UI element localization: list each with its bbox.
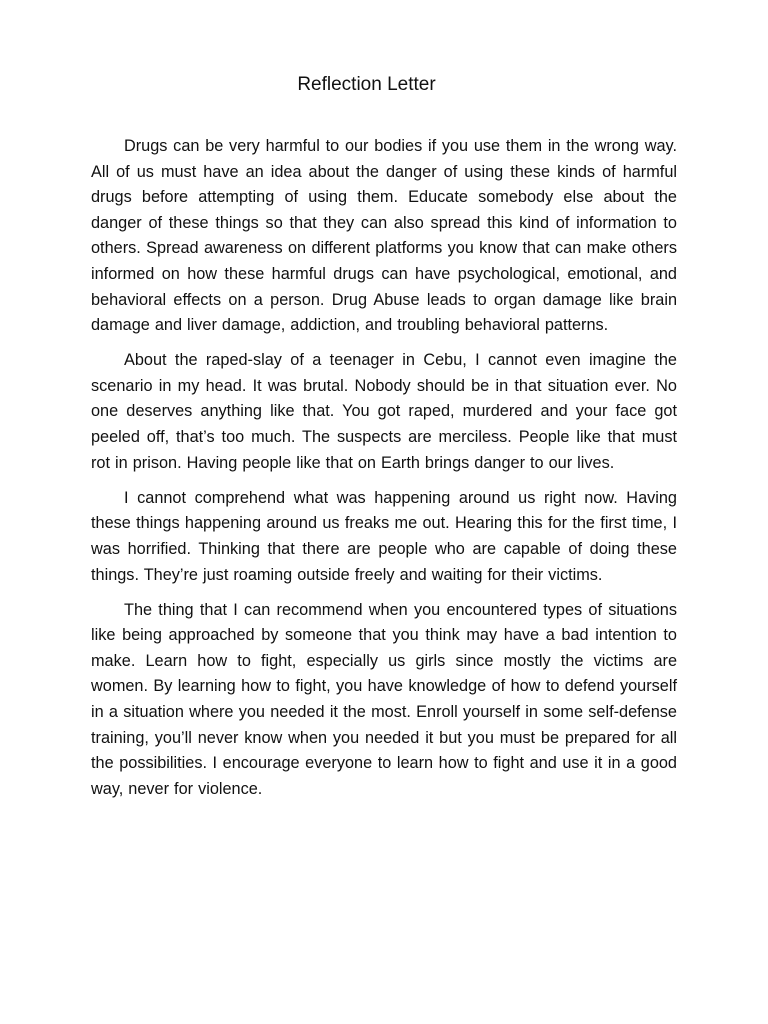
paragraph-reaction: I cannot comprehend what was happening around us right now. Having these things happening around us freaks me out. Hearing this for the first time, I was horrified. Thinking that there are people who are capable of doing these things. They’re just roaming outside freely and waiting for their victims. bbox=[91, 488, 677, 584]
document-title: Reflection Letter bbox=[297, 74, 436, 95]
paragraph-cebu-case: About the raped-slay of a teenager in Cebu, I cannot even imagine the scenario in my head. It was brutal. Nobody should be in that situation ever. No one deserves anything like that. You got raped, murdered and your face got peeled off, that’s too much. The suspects are merciless. People like that must rot in prison. Having people like that on Earth brings danger to our lives. bbox=[91, 351, 677, 472]
document-body bbox=[91, 134, 677, 812]
paragraph-recommendation: The thing that I can recommend when you encountered types of situations like being approached by someone that you think may have a bad intention to make. Learn how to fight, especially us girls since mostly the victims are women. By learning how to fight, you have knowledge of how to defend yourself in a situation where you needed it the most. Enroll yourself in some self-defense training, you’ll never know when you needed it but you must be prepared for all the possibilities. I encourage everyone to learn how to fight and use it in a good way, never for violence. bbox=[91, 600, 677, 798]
paragraph-drugs: Drugs can be very harmful to our bodies if you use them in the wrong way. All of us must have an idea about the danger of using these kinds of harmful drugs before attempting of using them. Educate somebody else about the danger of these things so that they can also spread this kind of information to others. Spread awareness on different platforms you know that can make others informed on how these harmful drugs can have psychological, emotional, and behavioral effects on a person. Drug Abuse leads to organ damage like brain damage and liver damage, addiction, and troubling behavioral patterns. bbox=[91, 137, 677, 335]
